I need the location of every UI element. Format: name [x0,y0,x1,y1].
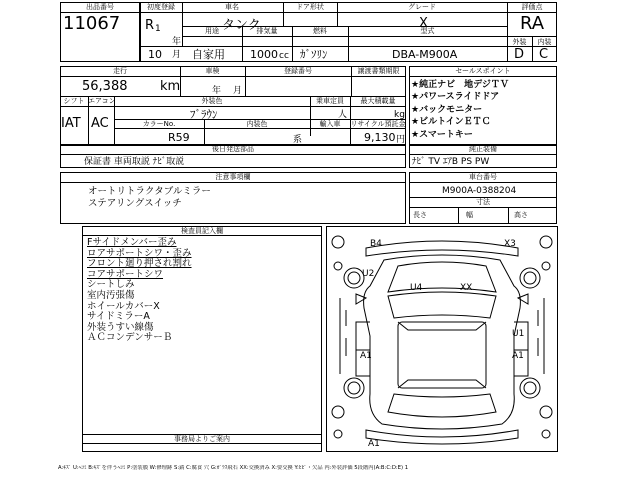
intcolor-label: 内装色 [246,120,268,128]
car-name-label: 車名 [225,3,239,11]
inspection-year: 年 [212,86,222,96]
import-label: 輸入車 [319,120,341,128]
equipment-title: 純正装備 [469,145,497,153]
capacity-unit: 人 [338,110,348,120]
mileage-label: 走行 [113,67,127,75]
sales-point-item: ★スマートキー [411,129,473,140]
int-label: 内装 [537,38,552,46]
recycle-label: リサイクル預託金 [350,120,406,128]
usage: 自家用 [192,48,225,61]
parts-title: 後日発送部品 [212,145,254,153]
mileage: 56,388 [82,79,128,94]
size-length: 長さ [413,211,427,219]
inspector-item: ロアサポートシワ・歪み [87,247,192,259]
mileage-unit: km [160,79,181,94]
inspection-label: 車検 [205,67,220,75]
damage-mark: B4 [370,239,382,249]
damage-mark: A1 [512,351,524,361]
fuel-label: 燃料 [313,27,327,35]
inspector-item: 外装うすい線傷 [87,321,154,333]
door-label: ドア形状 [296,3,324,11]
load-label: 最大積載量 [360,97,396,105]
size-title: 寸法 [476,198,490,206]
sales-point-title: セールスポイント [455,67,511,75]
sales-point-list [411,79,509,141]
recycle-unit: 円 [396,135,406,145]
year-unit: 年 [172,37,182,47]
load-unit: kg [394,110,405,120]
month-unit: 月 [172,50,182,60]
damage-mark: A1 [368,439,380,449]
chassis-title: 車台番号 [469,173,497,181]
kei: 系 [293,135,303,145]
shift: IAT [61,116,81,131]
size-width: 幅 [466,211,473,219]
displacement-unit: cc [279,51,289,61]
rec-label: 譲渡書類期限 [357,67,400,75]
sales-point-item: ★バックモニター [411,104,483,115]
lot-number: 11067 [63,13,121,34]
era: R [145,18,155,33]
sales-point-item: ★ビルトインＥＴＣ [411,117,491,128]
ext-value: D [514,47,525,62]
color: ﾌﾞﾗｳﾝ [190,108,218,121]
score-label: 評価点 [521,3,543,11]
usage-label: 用途 [205,27,219,35]
colorno: R59 [168,131,190,144]
inspector-title: 検査員記入欄 [181,227,223,235]
size-height: 高さ [514,211,528,219]
lot-label: 出品番号 [86,3,114,11]
displacement-label: 排気量 [256,27,278,35]
car-diagram [326,226,558,452]
regno-label: 登録番号 [284,67,312,75]
color-label: 外装色 [201,97,223,105]
damage-mark: U2 [362,269,375,279]
inspector-item: ＡＣコンデンサーＢ [87,332,173,344]
grade: X [419,16,428,31]
note-line: ステアリングスイッチ [88,198,182,209]
score: RA [520,13,545,34]
recycle: 9,130 [364,131,396,144]
colorno-label: カラーNo. [142,120,176,128]
inspector-item: サイドミラーA [87,311,150,323]
shift-label: シフト [63,97,85,105]
parts-value: 保証書 車両取説 ﾅﾋﾞ取説 [84,157,185,167]
era-year: 1 [155,24,161,34]
damage-mark: U1 [512,329,525,339]
sales-point-item: ★パワースライドドア [411,92,500,103]
note-line: オートリトラクタブルミラー [88,186,211,197]
ac-label: エアコン [88,97,116,105]
damage-mark: A1 [360,351,372,361]
inspector-item: ホイールカバーX [87,300,160,312]
damage-mark: XX [460,283,473,293]
month: 10 [148,48,162,61]
inspector-item: コアサポートシワ [87,268,164,280]
inspector-list [87,238,192,344]
notes-list [88,186,211,210]
damage-mark: X3 [504,239,516,249]
inspection-month: 月 [233,86,243,96]
fuel: ｶﾞｿﾘﾝ [300,48,328,61]
equipment-value: ﾅﾋﾞ TV ｴｱB PS PW [412,157,490,167]
displacement: 1000 [250,48,278,61]
first-reg-label: 初度登録 [147,3,175,11]
office-title: 事務局よりご案内 [174,435,230,443]
legend-footer: A:ｷｽﾞ U:ﾍｺﾐ B:ｷｽﾞを伴うﾍｺﾐ P:塗装膜 W:修理跡 S:錆 C:腐食 穴 G:ｶﾞﾗｽ飛石 XX:交換済み X:要交換 Y:ﾋﾋﾞ・欠品 内:外装評価 5段階内(A:B:C:D:E) 1 [58,465,409,471]
sales-point-item: ★純正ナビ 地デジＴＶ [411,80,509,90]
int-value: C [539,47,549,62]
inspector-item: フロント廻り押され割れ [87,258,192,270]
notes-title: 注意事項欄 [215,173,251,181]
ext-label: 外装 [512,38,527,46]
car-name: タンク [222,18,261,33]
model: DBA-M900A [392,48,458,61]
damage-mark: U4 [410,283,423,293]
inspector-item: 室内汚張傷 [87,289,135,301]
model-label: 型式 [420,27,435,35]
inspector-item: シートしみ [87,279,135,291]
ac: AC [91,116,109,131]
chassis-value: M900A-0388204 [442,186,517,196]
inspector-item: Fサイドメンバー歪み [87,237,177,248]
grade-label: グレード [408,3,436,11]
capacity-label: 乗車定員 [316,97,344,105]
